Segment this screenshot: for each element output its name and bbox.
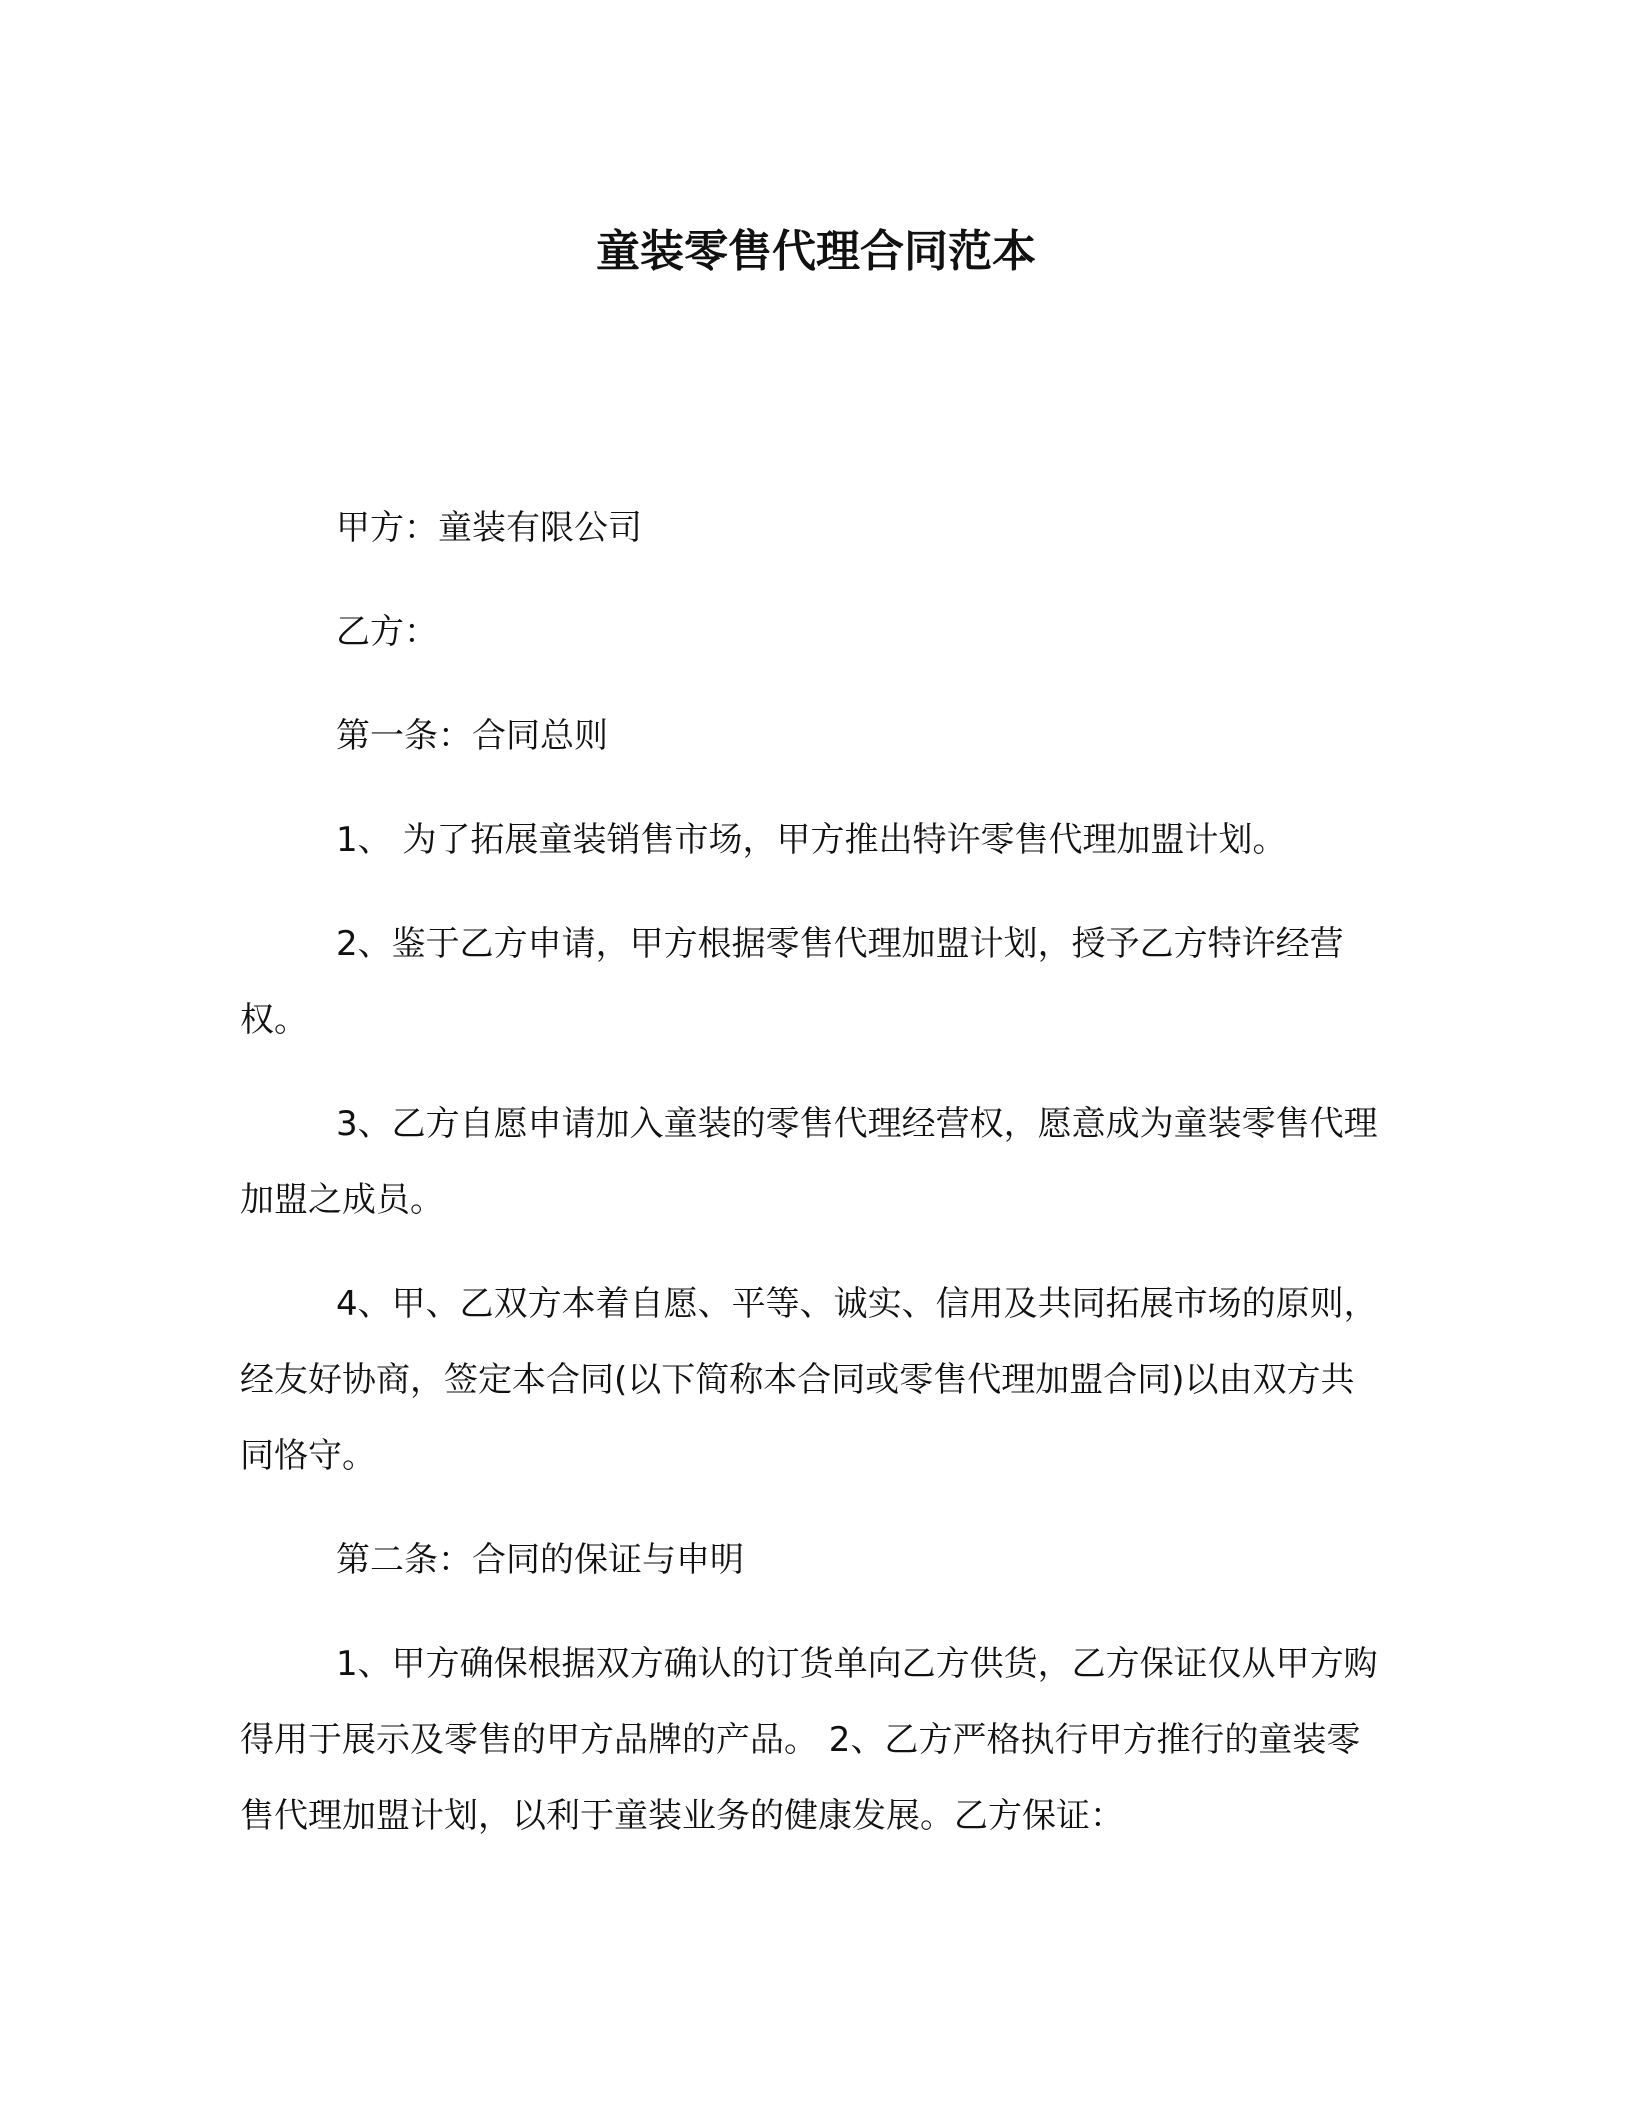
document-body [240,490,1385,1882]
document-title: 童装零售代理合同范本 [596,226,1036,277]
party-a-line: 甲方：童装有限公司 [336,508,642,548]
article-2-clause-1-2: 1、甲方确保根据双方确认的订货单向乙方供货，乙方保证仅从甲方购得用于展示及零售的甲方品牌的产品。 2、乙方严格执行甲方推行的童装零售代理加盟计划，以利于童装业务的健康发展。乙方保证： [240,1644,1378,1836]
article-1-clause-3: 3、乙方自愿申请加入童装的零售代理经营权，愿意成为童装零售代理加盟之成员。 [240,1104,1378,1220]
article-2-heading: 第二条：合同的保证与申明 [336,1540,744,1580]
article-1-clause-2: 2、鉴于乙方申请，甲方根据零售代理加盟计划，授予乙方特许经营权。 [240,924,1344,1040]
article-1-clause-4: 4、甲、乙双方本着自愿、平等、诚实、信用及共同拓展市场的原则，经友好协商，签定本合同(以下简称本合同或零售代理加盟合同)以由双方共同恪守。 [240,1284,1378,1476]
party-b-line: 乙方： [336,612,438,652]
article-1-heading: 第一条：合同总则 [336,716,608,756]
article-1-clause-1: 1、 为了拓展童装销售市场，甲方推出特许零售代理加盟计划。 [336,820,1287,860]
